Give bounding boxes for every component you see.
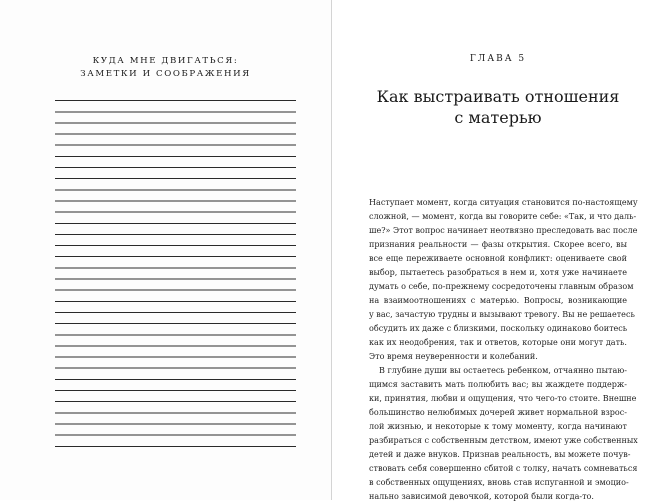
text-line: детей и даже внуков. Признав реальность, вы можете почув- [369, 450, 631, 459]
text-line: лой жизнью, и некоторые к тому моменту, когда начинают [369, 422, 627, 431]
chapter-title-line2: с матерью [454, 108, 542, 127]
text-line: все еще переживаете основной конфликт: оцениваете свой [369, 254, 627, 263]
text-line: думать о себе, по-прежнему сосредоточены главным образом [369, 282, 634, 291]
ruled-note-lines [55, 90, 296, 450]
notes-heading-line1: КУДА МНЕ ДВИГАТЬСЯ: [92, 56, 239, 66]
text-line: у вас, зачастую трудны и вызывают тревогу. Вы не решаетесь [369, 310, 635, 319]
text-line: разбираться с собственным детством, имеют уже собственных [369, 436, 638, 445]
text-line: обсудить их даже с близкими, поскольку одинаково боитесь [369, 324, 628, 333]
text-line: нально зависимой девочкой, которой были когда-то. [369, 492, 594, 501]
text-line: ствовать себя совершенно сбитой с толку, начать сомневаться [369, 464, 638, 473]
right-page [332, 0, 664, 500]
left-page [0, 0, 331, 500]
text-line: В глубине души вы остаетесь ребенком, отчаянно пытаю- [379, 366, 627, 375]
text-line: щимся заставить мать полюбить вас; вы жаждете поддерж- [369, 380, 627, 389]
chapter-title-line1: Как выстраивать отношения [376, 87, 620, 106]
text-line: на взаимоотношениях с матерью. Вопросы, возникающие [369, 296, 627, 305]
text-line: Наступает момент, когда ситуация становится по-настоящему [369, 198, 638, 207]
paragraph-1 [369, 196, 638, 364]
text-line: как их неодобрения, так и ответов, которые они могут дать. [369, 338, 627, 347]
paragraph-2 [369, 364, 638, 504]
text-line: большинство нелюбимых дочерей живет нормальной взрос- [369, 408, 627, 417]
chapter-label: ГЛАВА 5 [469, 54, 527, 64]
text-line: ше?» Этот вопрос начинает неотвязно преследовать вас после [369, 226, 638, 235]
text-line: выбор, пытаетесь разобраться в нем и, хотя уже начинаете [369, 268, 627, 277]
text-line: ки, принятия, любви и ощущения, что чего-то стоите. Внешне [369, 394, 637, 403]
notes-heading-line2: ЗАМЕТКИ И СООБРАЖЕНИЯ [80, 69, 251, 79]
text-line: в собственных ощущениях, вновь став испуганной и эмоцио- [369, 478, 629, 487]
text-line: Это время неуверенности и колебаний. [369, 352, 538, 361]
text-line: признания реальности — фазы открытия. Скорее всего, вы [369, 240, 627, 249]
text-line: сложной, — момент, когда вы говорите себе: «Так, и что даль- [369, 212, 637, 221]
chapter-body [369, 196, 638, 504]
